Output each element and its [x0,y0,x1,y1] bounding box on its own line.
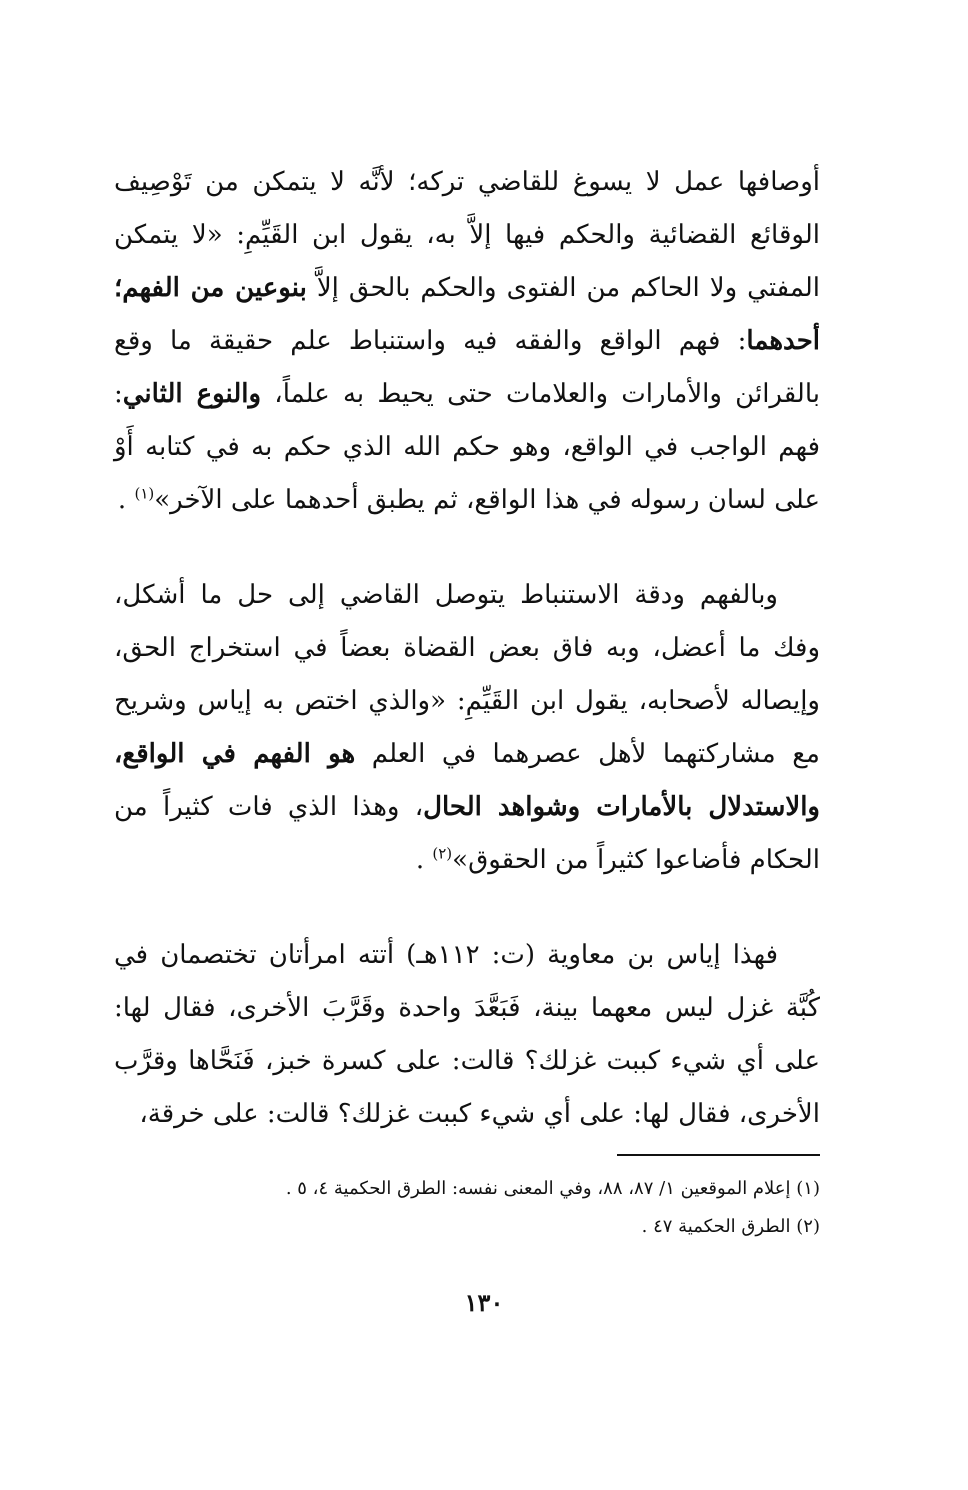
footnote-reference-1: (١) [134,484,155,503]
paragraph-2 [114,569,820,887]
text-run: وبالفهم ودقة الاستنباط يتوصل القاضي إلى حل ما أشكل، وفك ما أعضل، وبه فاق بعض القضاة بعضاً في استخراج الحق، وإيصاله لأصحابه، يقول ابن القَيِّمِ: «والذي اختص به إياس وشريح مع مشاركتهما لأهل عصرهما في العلم [114,580,820,769]
footnote-separator [617,1154,820,1156]
bold-text-run: بنوعين من الفهم؛ أحدهما [114,273,820,356]
text-run: : فهم الواقع والفقه فيه واستنباط علم حقيقة ما وقع بالقرائن والأمارات والعلامات حتى يحيط به علماً، [114,326,820,409]
text-run: . [415,845,433,875]
footnote-reference-2: (٢) [432,844,453,863]
bold-text-run: هو الفهم في الواقع، والاستدلال بالأمارات وشواهد الحال [114,739,820,822]
footnote-2: (٢) الطرق الحكمية ٤٧ . [641,1216,820,1237]
footnote-1: (١) إعلام الموقعين ١/ ٨٧، ٨٨، وفي المعنى نفسه: الطرق الحكمية ٤، ٥ . [285,1178,820,1199]
main-text [114,156,820,1141]
page-number: ١٣٠ [464,1288,504,1317]
footnotes [114,1170,820,1246]
text-run: فهذا إياس بن معاوية (ت: ١١٢هـ) أتته امرأتان تختصمان في كُبَّة غزل ليس معهما بينة، فَبَعَّدَ واحدة وقَرَّبَ الأخرى، فقال لها: على أي شيء كببت غزلك؟ قالت: على كسرة خبز، فَنَحَّاها وقرَّب الأخرى، فقال لها: على أي شيء كببت غزلك؟ قالت: على خرقة، [114,940,820,1129]
bold-text-run: والنوع الثاني [122,379,262,409]
paragraph-1 [114,156,820,527]
text-run: . [117,485,135,515]
text-run: ، وهذا الذي فات كثيراً من الحكام فأضاعوا كثيراً من الحقوق» [114,792,820,875]
text-run: : فهم الواجب في الواقع، وهو حكم الله الذي حكم به في كتابه أَوْ على لسان رسوله في هذا الواقع، ثم يطبق أحدهما على الآخر» [114,379,820,515]
paragraph-3 [114,929,820,1141]
text-run: أوصافها عمل لا يسوغ للقاضي تركه؛ لأنَّه لا يتمكن من تَوْصِيف الوقائع القضائية والحكم فيها إلاَّ به، يقول ابن القَيِّمِ: «لا يتمكن المفتي ولا الحاكم من الفتوى والحكم بالحق إلاَّ [114,167,820,303]
